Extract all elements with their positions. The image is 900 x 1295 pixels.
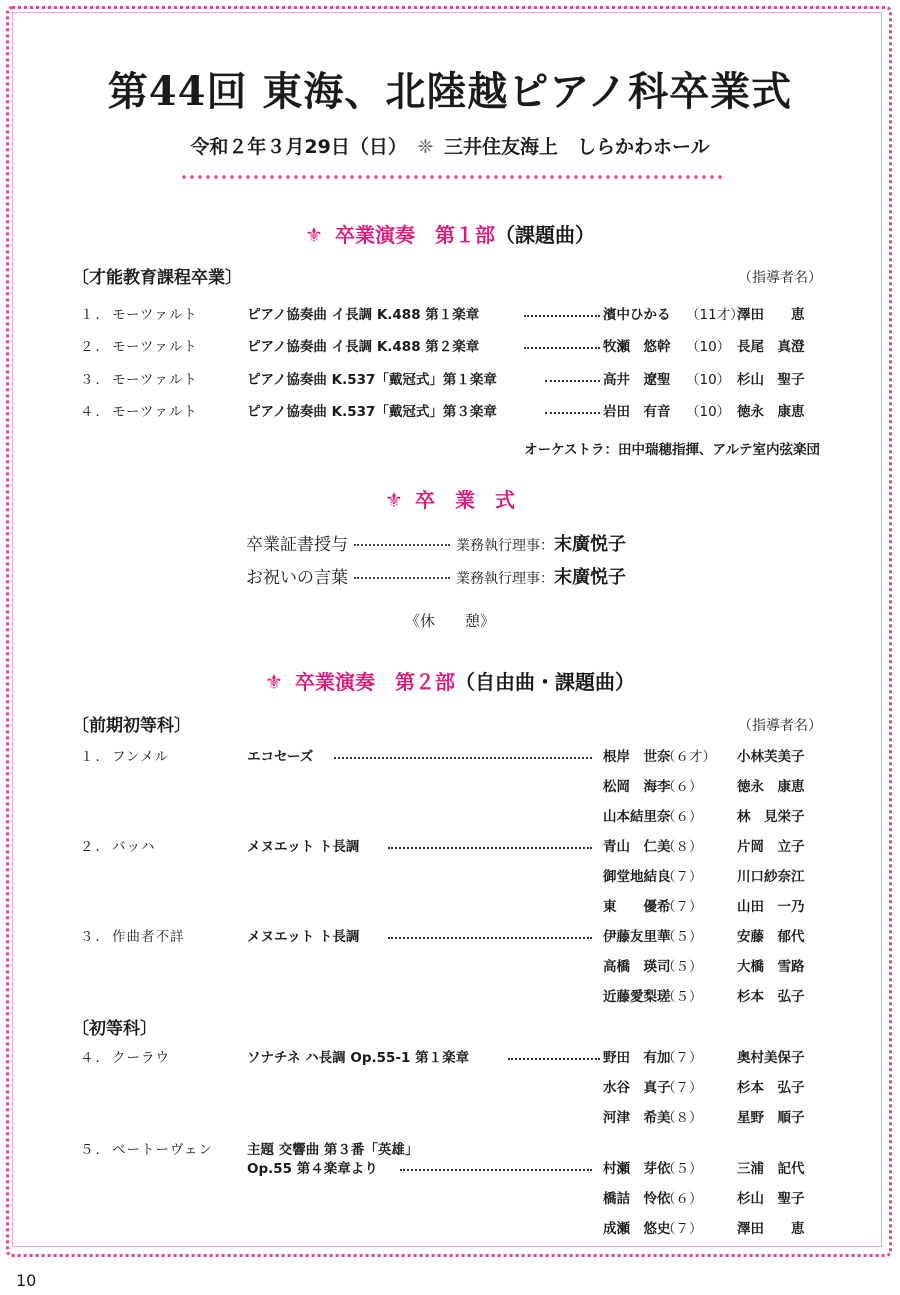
- leader-dots: [545, 412, 600, 414]
- program-row: [0, 1217, 900, 1239]
- performer: 水谷 真子: [603, 1080, 671, 1096]
- row-number: ４．: [80, 404, 111, 420]
- performer: 村瀬 芽依: [603, 1161, 671, 1177]
- work-title: メヌエット ト長調: [247, 929, 360, 945]
- teacher: 三浦 記代: [737, 1161, 805, 1177]
- work-title: エコセーズ: [247, 749, 314, 765]
- performer: 橋詰 怜依: [603, 1191, 671, 1207]
- dotted-divider: [180, 174, 725, 180]
- age: （10）: [686, 339, 731, 355]
- ceremony-person: 末廣悦子: [554, 534, 626, 555]
- age: （６）: [662, 1191, 703, 1207]
- category-label: 〔才能教育課程卒業〕: [72, 268, 242, 288]
- orchestra-credit: オーケストラ：田中瑞穂指揮、アルテ室内弦楽団: [524, 442, 820, 458]
- composer: モーツァルト: [112, 307, 198, 323]
- part2-heading: [0, 666, 900, 695]
- age: （７）: [662, 869, 703, 885]
- work-title: ソナチネ ハ長調 Op.55-1 第１楽章: [247, 1050, 470, 1066]
- age: （７）: [662, 1050, 703, 1066]
- page-title: 第44回 東海、北陸越ピアノ科卒業式: [107, 68, 793, 115]
- instructor-label: （指導者名）: [738, 718, 822, 734]
- program-row: [0, 835, 900, 857]
- age: （10）: [686, 372, 731, 388]
- row-number: ３．: [80, 372, 111, 388]
- composer: モーツァルト: [112, 404, 198, 420]
- teacher: 徳永 康恵: [737, 779, 805, 795]
- row-number: ４．: [80, 1050, 111, 1066]
- program-row: [0, 1106, 900, 1128]
- program-row: [0, 955, 900, 977]
- program-row: [0, 1187, 900, 1209]
- work-title-continued: Op.55 第４楽章より: [247, 1161, 378, 1177]
- leader-dots: [388, 937, 592, 939]
- teacher: 杉山 聖子: [737, 1191, 805, 1207]
- fleur-de-lis-icon: ⚜: [305, 223, 323, 247]
- age: （６）: [662, 809, 703, 825]
- category-label: 〔前期初等科〕: [72, 716, 191, 736]
- page-number: 10: [16, 1271, 37, 1290]
- work-title: ピアノ協奏曲 K.537「戴冠式」第３楽章: [247, 404, 497, 420]
- performer: 高井 遼聖: [603, 372, 671, 388]
- teacher: 澤田 恵: [737, 307, 805, 323]
- intermission: 《休 憩》: [404, 612, 495, 630]
- age: （８）: [662, 839, 703, 855]
- teacher: 大橋 雪路: [737, 959, 805, 975]
- teacher: 長尾 真澄: [737, 339, 805, 355]
- ornament-icon: ❈: [417, 136, 434, 158]
- teacher: 小林芙美子: [737, 749, 805, 765]
- age: （８）: [662, 1110, 703, 1126]
- teacher: 杉本 弘子: [737, 1080, 805, 1096]
- part2-title: 卒業演奏 第２部: [294, 670, 455, 694]
- ceremony-title: 卒 業 式: [414, 488, 515, 512]
- composer: バッハ: [112, 839, 156, 855]
- work-title: ピアノ協奏曲 K.537「戴冠式」第１楽章: [247, 372, 497, 388]
- program-row: [0, 985, 900, 1007]
- age: （７）: [662, 1221, 703, 1237]
- leader-dots: [545, 380, 600, 382]
- teacher: 杉本 弘子: [737, 989, 805, 1005]
- composer: フンメル: [112, 749, 170, 765]
- age: （７）: [662, 899, 703, 915]
- program-row: [0, 745, 900, 767]
- program-row: [0, 400, 900, 422]
- performer: 岩田 有音: [603, 404, 671, 420]
- work-title: 主題 交響曲 第３番「英雄」: [247, 1142, 419, 1158]
- age: （６）: [662, 779, 703, 795]
- age: （５）: [662, 1161, 703, 1177]
- performer: 成瀬 悠史: [603, 1221, 671, 1237]
- teacher: 杉山 聖子: [737, 372, 805, 388]
- program-row: [0, 303, 900, 325]
- age: （７）: [662, 1080, 703, 1096]
- age: （10）: [686, 404, 731, 420]
- row-number: １．: [80, 749, 111, 765]
- performer: 野田 有加: [603, 1050, 671, 1066]
- category-label: 〔初等科〕: [72, 1019, 157, 1039]
- program-row: [0, 895, 900, 917]
- performer: 河津 希美: [603, 1110, 671, 1126]
- program-row: [0, 805, 900, 827]
- performer: 山本結里奈: [603, 809, 671, 825]
- row-number: ５．: [80, 1142, 111, 1158]
- work-title: ピアノ協奏曲 イ長調 K.488 第１楽章: [247, 307, 480, 323]
- age: （５）: [662, 959, 703, 975]
- age: （５）: [662, 929, 703, 945]
- leader-dots: [388, 847, 592, 849]
- program-row: [0, 865, 900, 887]
- ceremony-item: [246, 530, 626, 556]
- leader-dots: [354, 577, 450, 579]
- ceremony-role: 業務執行理事：: [456, 538, 554, 554]
- row-number: ３．: [80, 929, 111, 945]
- composer: クーラウ: [112, 1050, 170, 1066]
- performer: 東 優希: [603, 899, 671, 915]
- part1-heading: [0, 219, 900, 248]
- part2-subtitle: （自由曲・課題曲）: [454, 670, 635, 694]
- leader-dots: [400, 1169, 592, 1171]
- leader-dots: [334, 757, 592, 759]
- performer: 青山 仁美: [603, 839, 671, 855]
- teacher: 徳永 康恵: [737, 404, 805, 420]
- performer: 根岸 世奈: [603, 749, 671, 765]
- work-title: メヌエット ト長調: [247, 839, 360, 855]
- instructor-label: （指導者名）: [738, 270, 822, 286]
- program-row: [0, 1076, 900, 1098]
- composer: モーツァルト: [112, 372, 198, 388]
- performer: 伊藤友里華: [603, 929, 671, 945]
- teacher: 川口紗奈江: [737, 869, 805, 885]
- program-row: [0, 335, 900, 357]
- composer: ベートーヴェン: [112, 1142, 213, 1158]
- leader-dots: [524, 315, 600, 317]
- ceremony-label: お祝いの言葉: [246, 568, 348, 588]
- performer: 高橋 瑛司: [603, 959, 671, 975]
- teacher: 安藤 郁代: [737, 929, 805, 945]
- fleur-de-lis-icon: ⚜: [265, 670, 283, 694]
- teacher: 片岡 立子: [737, 839, 805, 855]
- ceremony-item: [246, 563, 626, 589]
- performer: 松岡 海李: [603, 779, 671, 795]
- fleur-de-lis-icon: ⚜: [385, 488, 403, 512]
- performer: 濱中ひかる: [603, 307, 671, 323]
- row-number: １．: [80, 307, 111, 323]
- row-number: ２．: [80, 839, 111, 855]
- age: （11才）: [686, 307, 744, 323]
- teacher: 星野 順子: [737, 1110, 805, 1126]
- work-title: ピアノ協奏曲 イ長調 K.488 第２楽章: [247, 339, 480, 355]
- event-date: 令和２年３月29日（日）: [190, 136, 407, 158]
- composer: 作曲者不詳: [112, 929, 185, 945]
- event-info: [0, 132, 900, 159]
- program-row: [0, 1157, 900, 1179]
- ceremony-role: 業務執行理事：: [456, 571, 554, 587]
- program-row: [0, 775, 900, 797]
- leader-dots: [524, 347, 600, 349]
- part1-title: 卒業演奏 第１部: [334, 223, 495, 247]
- leader-dots: [508, 1058, 600, 1060]
- performer: 近藤愛梨瑳: [603, 989, 671, 1005]
- program-row: [0, 368, 900, 390]
- teacher: 奥村美保子: [737, 1050, 805, 1066]
- composer: モーツァルト: [112, 339, 198, 355]
- leader-dots: [354, 544, 450, 546]
- age: （６才）: [662, 749, 716, 765]
- event-venue: 三井住友海上 しらかわホール: [444, 136, 710, 158]
- row-number: ２．: [80, 339, 111, 355]
- program-row: [0, 1046, 900, 1068]
- teacher: 林 見栄子: [737, 809, 805, 825]
- ceremony-label: 卒業証書授与: [246, 535, 348, 555]
- performer: 御堂地結良: [603, 869, 671, 885]
- ceremony-person: 末廣悦子: [554, 567, 626, 588]
- part1-subtitle: （課題曲）: [494, 223, 595, 247]
- teacher: 山田 一乃: [737, 899, 805, 915]
- age: （５）: [662, 989, 703, 1005]
- performer: 牧瀬 悠幹: [603, 339, 671, 355]
- teacher: 澤田 恵: [737, 1221, 805, 1237]
- program-row: [0, 925, 900, 947]
- ceremony-heading: [0, 484, 900, 513]
